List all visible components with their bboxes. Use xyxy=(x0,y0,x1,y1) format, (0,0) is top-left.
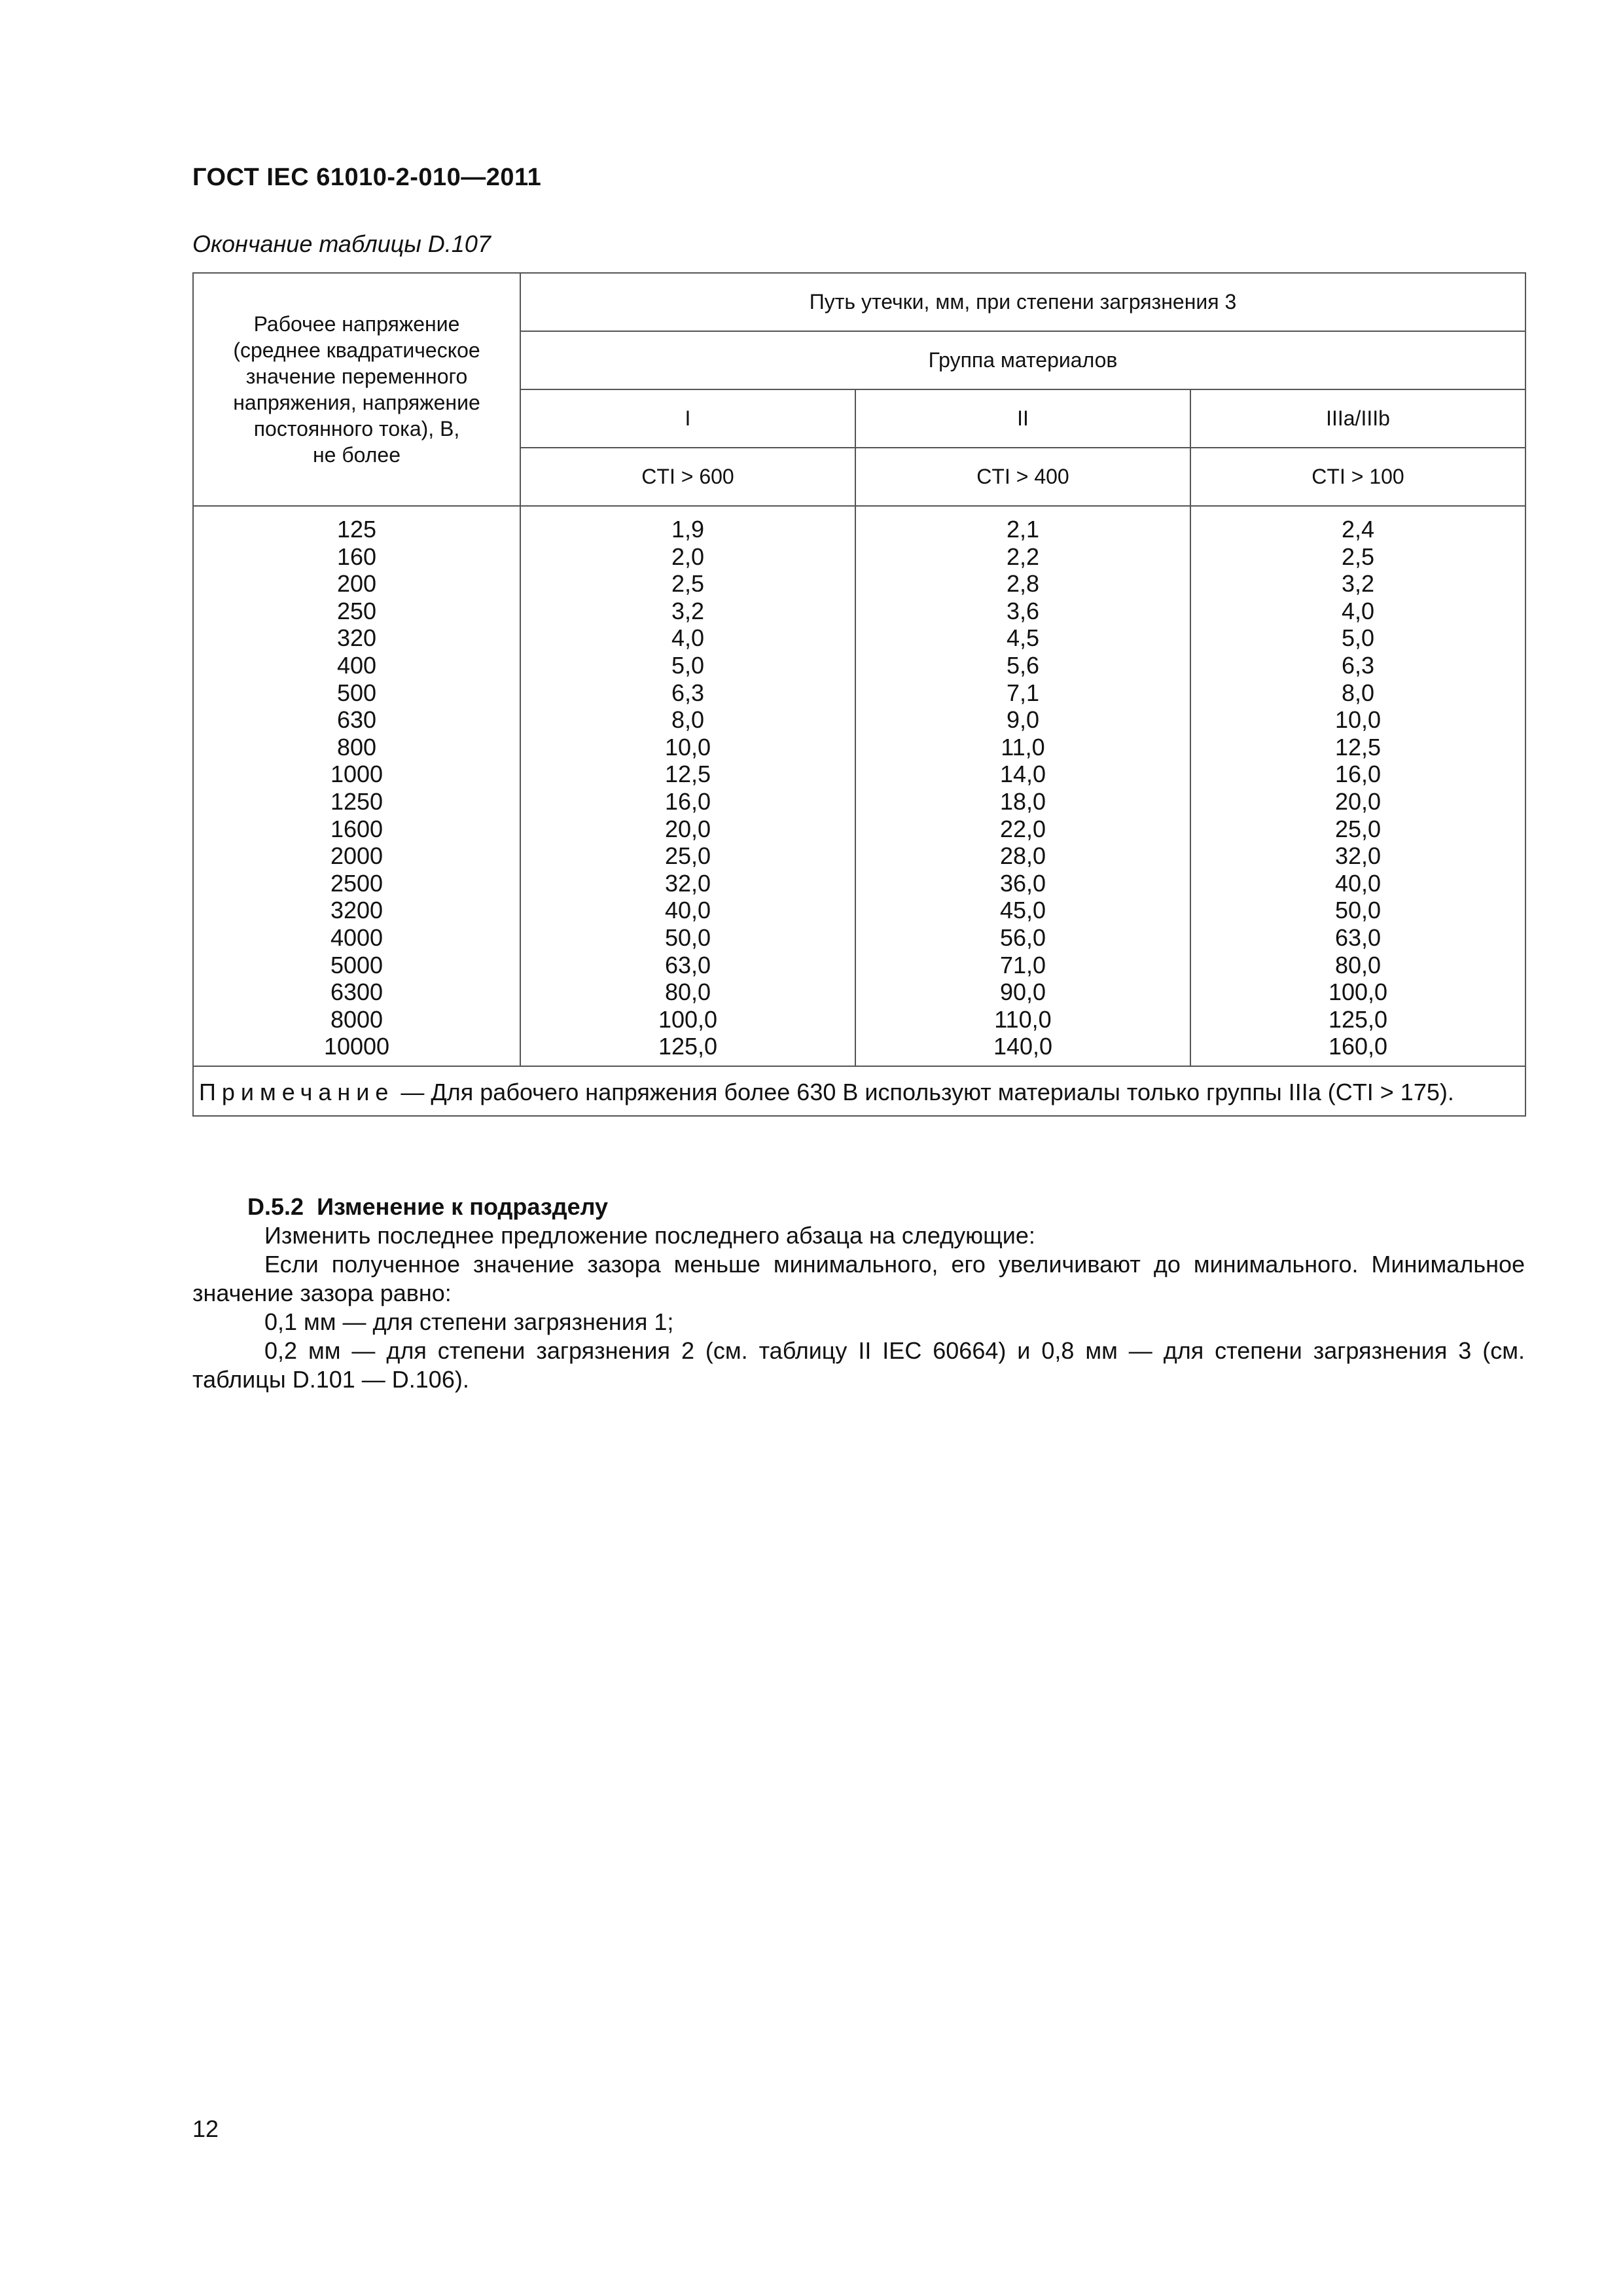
table-cell-value: 125,0 xyxy=(658,1033,718,1060)
table-cell-value: 1,9 xyxy=(671,516,705,543)
group-I-values-column xyxy=(520,506,855,1066)
table-cell-value: 5,6 xyxy=(1006,651,1040,679)
material-group-header: Группа материалов xyxy=(520,331,1525,389)
table-cell-value: 71,0 xyxy=(999,951,1046,978)
table-cell-value: 6,3 xyxy=(1341,651,1375,679)
table-cell-value: 5,0 xyxy=(1341,624,1375,652)
section-paragraph: 0,2 мм — для степени загрязнения 2 (см. таблицу II IEC 60664) и 0,8 мм — для степени загрязнения 3 (см. таблицы D.101 — D.106). xyxy=(192,1337,1525,1393)
table-cell-value: 250 xyxy=(336,597,377,624)
section-paragraph: Если полученное значение зазора меньше минимального, его увеличивают до минимального. Минимальное значение зазора равно: xyxy=(192,1251,1525,1306)
table-cell-value: 2500 xyxy=(330,869,383,897)
table-cell-value: 125 xyxy=(336,516,377,543)
table-cell-value: 2,5 xyxy=(1341,543,1375,570)
table-cell-value: 320 xyxy=(336,624,377,652)
section-paragraph: 0,1 мм — для степени загрязнения 1; xyxy=(264,1308,674,1335)
table-cell-value: 5000 xyxy=(330,951,383,978)
table-cell-value: 2,5 xyxy=(671,570,705,598)
table-cell-value: 56,0 xyxy=(999,924,1046,951)
table-cell-value: 45,0 xyxy=(999,897,1046,924)
cti-header-I: CTI > 600 xyxy=(520,448,855,506)
table-cell-value: 63,0 xyxy=(664,951,711,978)
table-cell-value: 63,0 xyxy=(1334,924,1382,951)
table-cell-value: 500 xyxy=(336,679,377,706)
table-cell-value: 40,0 xyxy=(1334,869,1382,897)
table-cell-value: 140,0 xyxy=(993,1033,1053,1060)
group-II-values-column xyxy=(855,506,1190,1066)
table-cell-value: 1600 xyxy=(330,815,383,842)
table-cell-value: 16,0 xyxy=(1334,761,1382,788)
creepage-header: Путь утечки, мм, при степени загрязнения 3 xyxy=(520,273,1525,331)
voltage-header-line: не более xyxy=(312,443,401,467)
table-cell-value: 800 xyxy=(336,733,377,761)
section-number: D.5.2 xyxy=(247,1193,304,1220)
table-cell-value: 18,0 xyxy=(999,787,1046,815)
table-cell-value: 32,0 xyxy=(1334,842,1382,870)
table-cell-value: 4,5 xyxy=(1006,624,1040,652)
page-number: 12 xyxy=(192,2115,219,2142)
table-cell-value: 14,0 xyxy=(999,761,1046,788)
table-cell-value: 80,0 xyxy=(664,978,711,1006)
table-cell-value: 12,5 xyxy=(1334,733,1382,761)
table-cell-value: 4000 xyxy=(330,924,383,951)
group-header-II: II xyxy=(855,389,1190,448)
table-cell-value: 10,0 xyxy=(1334,706,1382,734)
table-note xyxy=(193,1066,1525,1116)
table-cell-value: 3,2 xyxy=(671,597,705,624)
table-cell-value: 32,0 xyxy=(664,869,711,897)
table-cell-value: 2,4 xyxy=(1341,516,1375,543)
table-cell-value: 6300 xyxy=(330,978,383,1006)
note-label: Примечание xyxy=(199,1078,395,1105)
cti-header-III: CTI > 100 xyxy=(1190,448,1525,506)
table-cell-value: 160 xyxy=(336,543,377,570)
table-cell-value: 630 xyxy=(336,706,377,734)
table-cell-value: 10,0 xyxy=(664,733,711,761)
table-cell-value: 11,0 xyxy=(1001,733,1045,761)
table-cell-value: 28,0 xyxy=(999,842,1046,870)
note-text: — Для рабочего напряжения более 630 В используют материалы только группы IIIa (CTI > 175). xyxy=(401,1078,1454,1105)
table-cell-value: 1000 xyxy=(330,761,383,788)
table-cell-value: 12,5 xyxy=(664,761,711,788)
table-cell-value: 16,0 xyxy=(664,787,711,815)
section-paragraph: Изменить последнее предложение последнего абзаца на следующие: xyxy=(264,1222,1035,1249)
table-caption: Окончание таблицы D.107 xyxy=(192,230,491,257)
table-cell-value: 9,0 xyxy=(1006,706,1040,734)
table-cell-value: 3,2 xyxy=(1341,570,1375,598)
table-cell-value: 36,0 xyxy=(999,869,1046,897)
table-cell-value: 2,8 xyxy=(1006,570,1040,598)
table-cell-value: 125,0 xyxy=(1328,1005,1388,1033)
group-III-values-column xyxy=(1190,506,1525,1066)
table-cell-value: 8,0 xyxy=(1341,679,1375,706)
group-header-I: I xyxy=(520,389,855,448)
table-cell-value: 110,0 xyxy=(994,1005,1052,1033)
table-cell-value: 90,0 xyxy=(999,978,1046,1006)
table-cell-value: 8000 xyxy=(330,1005,383,1033)
table-cell-value: 6,3 xyxy=(671,679,705,706)
voltage-header-line: постоянного тока), В, xyxy=(253,417,460,440)
table-cell-value: 40,0 xyxy=(664,897,711,924)
table-cell-value: 3200 xyxy=(330,897,383,924)
table-cell-value: 80,0 xyxy=(1334,951,1382,978)
voltage-header-line: напряжения, напряжение xyxy=(233,391,480,414)
table-cell-value: 160,0 xyxy=(1328,1033,1388,1060)
table-cell-value: 2,2 xyxy=(1006,543,1040,570)
voltage-header-line: Рабочее напряжение xyxy=(253,312,460,336)
table-cell-value: 25,0 xyxy=(1334,815,1382,842)
table-cell-value: 4,0 xyxy=(1341,597,1375,624)
table-cell-value: 4,0 xyxy=(671,624,705,652)
cti-header-II: CTI > 400 xyxy=(855,448,1190,506)
table-cell-value: 2,0 xyxy=(671,543,705,570)
table-cell-value: 20,0 xyxy=(1334,787,1382,815)
voltage-column-header xyxy=(193,273,520,506)
section-d52 xyxy=(192,1193,1525,1394)
table-cell-value: 2,1 xyxy=(1006,516,1040,543)
table-cell-value: 25,0 xyxy=(664,842,711,870)
section-heading xyxy=(192,1193,1525,1221)
creepage-table xyxy=(192,272,1526,1117)
document-title: ГОСТ IEC 61010-2-010—2011 xyxy=(192,164,542,191)
section-title: Изменение к подразделу xyxy=(317,1193,609,1220)
table-cell-value: 7,1 xyxy=(1006,679,1040,706)
voltage-header-line: значение переменного xyxy=(245,365,468,388)
table-cell-value: 10000 xyxy=(323,1033,390,1060)
table-cell-value: 50,0 xyxy=(664,924,711,951)
table-cell-value: 22,0 xyxy=(999,815,1046,842)
table-cell-value: 50,0 xyxy=(1334,897,1382,924)
table-cell-value: 200 xyxy=(336,570,377,598)
table-cell-value: 5,0 xyxy=(671,651,705,679)
table-cell-value: 100,0 xyxy=(1328,978,1388,1006)
table-cell-value: 8,0 xyxy=(671,706,705,734)
voltage-header-line: (среднее квадратическое xyxy=(233,338,480,362)
table-cell-value: 100,0 xyxy=(658,1005,718,1033)
table-cell-value: 2000 xyxy=(330,842,383,870)
table-cell-value: 20,0 xyxy=(664,815,711,842)
group-header-III: IIIa/IIIb xyxy=(1190,389,1525,448)
voltage-values-column xyxy=(193,506,520,1066)
table-cell-value: 1250 xyxy=(330,787,383,815)
table-cell-value: 3,6 xyxy=(1006,597,1040,624)
table-cell-value: 400 xyxy=(336,651,377,679)
